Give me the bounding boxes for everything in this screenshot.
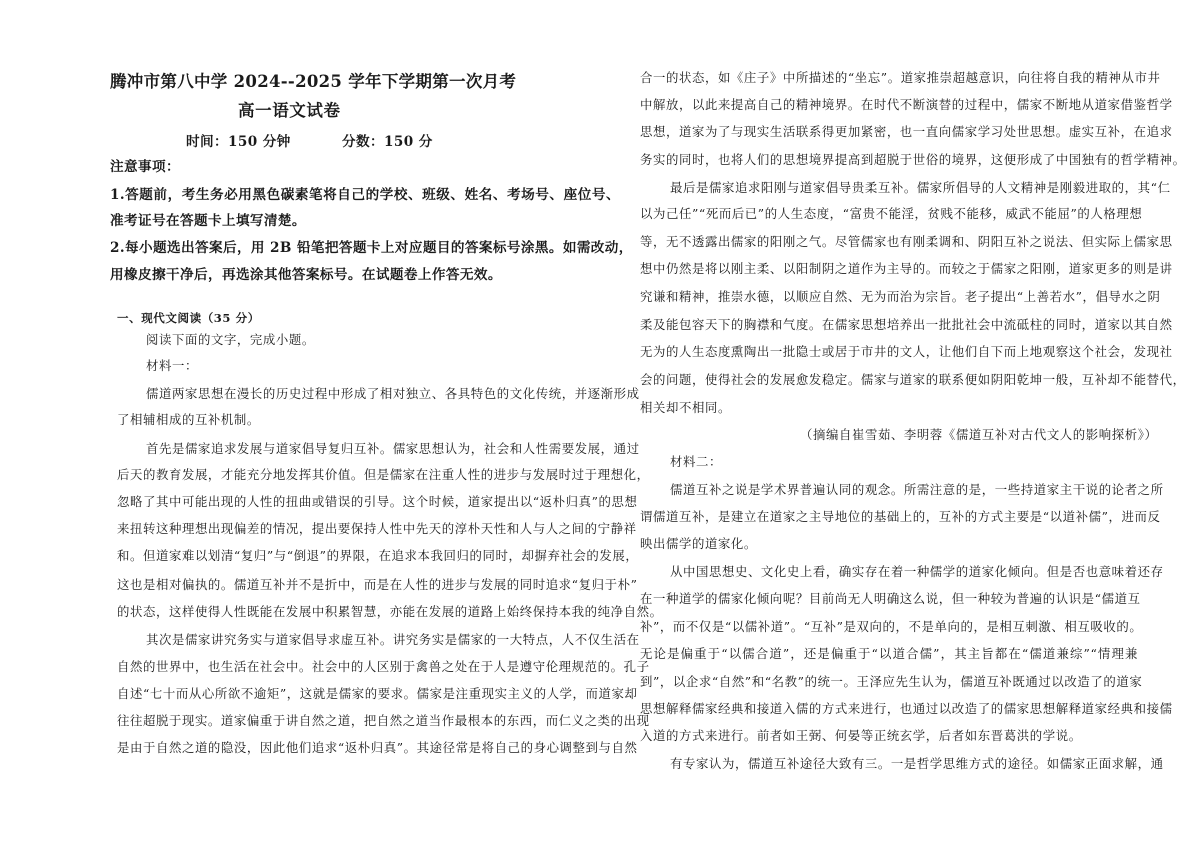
body-line: 到”，以企求“自然”和“名教”的统一。王泽应先生认为，儒道互补既通过以改造了的道家: [640, 674, 1143, 689]
notes-heading: 注意事项：: [110, 159, 180, 175]
body-line: 往往超脱于现实。道家偏重于讲自然之道，把自然之道当作最根本的东西，而仁义之类的出现: [117, 713, 650, 728]
body-line: 来扭转这种理想出现偏差的情况，提出要保持人性中先天的淳朴天性和人与人之间的宁静祥: [117, 521, 637, 536]
body-line: 思想，道家为了与现实生活联系得更加紧密，也一直向儒家学习处世思想。虚实互补，在追求: [640, 124, 1173, 139]
citation: （摘编自崔雪茹、李明蓉《儒道互补对古代文人的影响探析》）: [800, 427, 1158, 442]
notes-line: 准考证号在答题卡上填写清楚。: [110, 213, 306, 229]
body-line: 务实的同时，也将人们的思想境界提高到超脱于世俗的境界，这便形成了中国独有的哲学精神。: [640, 152, 1186, 167]
body-line: 会的问题，使得社会的发展愈发稳定。儒家与道家的联系便如阴阳乾坤一般，互补却不能替代，: [640, 372, 1186, 387]
body-line: 柔及能包容天下的胸襟和气度。在儒家思想培养出一批批社会中流砥柱的同时，道家以其自然: [640, 317, 1173, 332]
body-line: 在一种道学的儒家化倾向呢？目前尚无人明确这么说，但一种较为普遍的认识是“儒道互: [640, 591, 1141, 606]
material2-label: 材料二：: [670, 454, 722, 469]
body-line: 后天的教育发展，才能充分地发挥其价值。但是儒家在注重人性的进步与发展时过于理想化，: [117, 467, 650, 482]
body-line: 忽略了其中可能出现的人性的扭曲或错误的引导。这个时候，道家提出以“返朴归真”的思想: [117, 494, 638, 509]
body-line: 以为己任”“死而后已”的人生态度，“富贵不能淫，贫贱不能移，威武不能屈”的人格理想: [640, 206, 1143, 221]
body-line: 是由于自然之道的隐没，因此他们追求“返朴归真”。其途径常是将自己的身心调整到与自然: [117, 740, 638, 755]
body-line: 这也是相对偏执的。儒道互补并不是折中，而是在人性的进步与发展的同时追求“复归于朴”: [117, 577, 638, 592]
body-line: 儒道两家思想在漫长的历史过程中形成了相对独立、各具特色的文化传统，并逐渐形成: [146, 386, 640, 401]
section-heading: 一、现代文阅读（35 分）: [117, 311, 260, 325]
body-line: 想中仍然是将以刚主柔、以阳制阴之道作为主导的。而较之于儒家之阳刚，道家更多的则是讲: [640, 261, 1173, 276]
body-line: 思想解释儒家经典和接道入儒的方式来进行，也通过以改造了的儒家思想解释道家经典和接儒: [640, 701, 1173, 716]
instruction: 阅读下面的文字，完成小题。: [146, 332, 315, 347]
notes-line: 用橡皮擦干净后，再选涂其他答案标号。在试题卷上作答无效。: [110, 267, 502, 283]
body-line: 无论是偏重于“以儒合道”，还是偏重于“以道合儒”，其主旨都在“儒道兼综”“情理兼: [640, 646, 1138, 661]
body-line: 等，无不透露出儒家的阳刚之气。尽管儒家也有刚柔调和、阴阳互补之说法、但实际上儒家思: [640, 234, 1173, 249]
body-line: 谓儒道互补，是建立在道家之主导地位的基础上的，互补的方式主要是“以道补儒”，进而反: [640, 509, 1161, 524]
body-line: 自述“七十而从心所欲不逾矩”，这就是儒家的要求。儒家是注重现实主义的人学，而道家却: [117, 686, 638, 701]
body-line: 自然的世界中，也生活在社会中。社会中的人区别于禽兽之处在于人是遵守伦理规范的。孔子: [117, 659, 650, 674]
body-line: 入道的方式来进行。前者如王弼、何晏等正统玄学，后者如东晋葛洪的学说。: [640, 728, 1082, 743]
body-line: 中解放，以此来提高自己的精神境界。在时代不断演替的过程中，儒家不断地从道家借鉴哲学: [640, 97, 1173, 112]
body-line: 其次是儒家讲究务实与道家倡导求虚互补。讲究务实是儒家的一大特点，人不仅生活在: [146, 632, 640, 647]
body-line: 无为的人生态度熏陶出一批隐士或居于市井的文人，让他们自下而上地观察这个社会，发现社: [640, 344, 1173, 359]
body-line: 补”，而不仅是“以儒补道”。“互补”是双向的，不是单向的，是相互刺激、相互吸收的。: [640, 619, 1143, 634]
body-line: 映出儒学的道家化。: [640, 536, 757, 551]
exam-title: 腾冲市第八中学 2024--2025 学年下学期第一次月考: [110, 72, 517, 91]
body-line: 儒道互补之说是学术界普遍认同的观念。所需注意的是，一些持道家主干说的论者之所: [670, 482, 1164, 497]
body-line: 有专家认为，儒道互补途径大致有三。一是哲学思维方式的途径。如儒家正面求解，通: [670, 756, 1164, 771]
material1-label: 材料一：: [146, 358, 198, 373]
body-line: 和。但道家难以划清“复归”与“倒退”的界限，在追求本我回归的同时，却摒弃社会的发展，: [117, 548, 639, 563]
exam-subtitle: 高一语文试卷: [238, 101, 341, 120]
time-score-line: 时间：150 分钟 分数：150 分: [186, 134, 433, 150]
body-line: 从中国思想史、文化史上看，确实存在着一种儒学的道家化倾向。但是否也意味着还存: [670, 564, 1164, 579]
notes-line: 1.答题前，考生务必用黑色碳素笔将自己的学校、班级、姓名、考场号、座位号、: [110, 187, 620, 203]
body-line: 合一的状态，如《庄子》中所描述的“坐忘”。道家推崇超越意识，向往将自我的精神从市井: [640, 70, 1161, 85]
body-line: 究谦和精神，推崇水德，以顺应自然、无为而治为宗旨。老子提出“上善若水”，倡导水之阴: [640, 289, 1161, 304]
body-line: 相关却不相同。: [640, 400, 731, 415]
body-line: 首先是儒家追求发展与道家倡导复归互补。儒家思想认为，社会和人性需要发展，通过: [146, 441, 640, 456]
body-line: 了相辅相成的互补机制。: [117, 412, 260, 427]
notes-line: 2.每小题选出答案后，用 2B 铅笔把答题卡上对应题目的答案标号涂黑。如需改动，: [110, 240, 633, 256]
body-line: 的状态，这样使得人性既能在发展中积累智慧，亦能在发展的道路上始终保持本我的纯净自然。: [117, 604, 663, 619]
body-line: 最后是儒家追求阳刚与道家倡导贵柔互补。儒家所倡导的人文精神是刚毅进取的，其“仁: [670, 180, 1171, 195]
